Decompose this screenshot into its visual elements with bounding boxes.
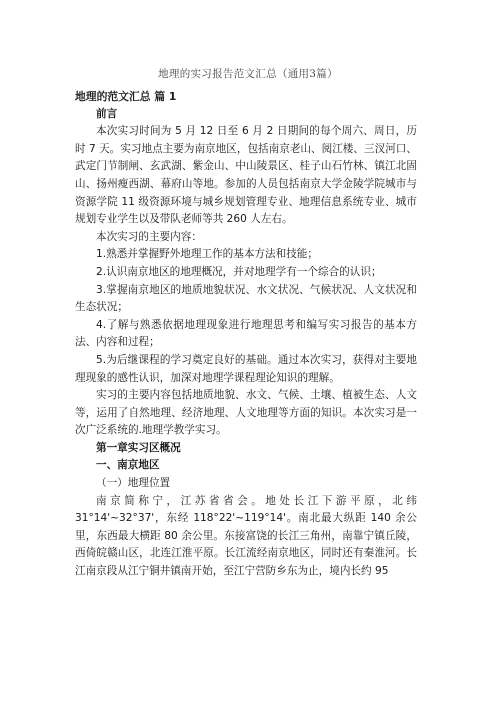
location-paragraph: 南京简称宁，江苏省省会。地处长江下游平原，北纬 31°14'~32°37'，东经 118°22'~119°14'。南北最大纵距 140 余公里，东西最大横距 80 余公里。东接富饶的长江三角州，南靠宁镇丘陵，西倚皖赣山区，北连江淮平原。长江流经南京地区，同时还有秦淮河。长江南京段从江宁铜井镇南开始，至江宁营防乡东为止，境内长约 95	[75, 494, 417, 578]
list-item-1: 1.熟悉并掌握野外地理工作的基本方法和技能；	[96, 248, 318, 261]
paragraph-content-label: 本次实习的主要内容：	[96, 230, 202, 243]
section-heading: 一、南京地区	[96, 459, 160, 472]
list-item-3: 3.掌握南京地区的地质地貌状况、水文状况、气候状况、人文状况和生态状况；	[75, 283, 417, 314]
document-title: 地理的范文汇总 篇 1	[75, 90, 177, 103]
document-body	[75, 88, 417, 581]
paragraph-scope: 实习的主要内容包括地质地貌、水文、气候、土壤、植被生态、人文等，运用了自然地理、经济地理、人文地理等方面的知识。本次实习是一次广泛系统的.地理学教学实习。	[75, 389, 417, 437]
paragraph-intro: 本次实习时间为 5 月 12 日至 6 月 2 日期间的每个周六、周日，历时 7 天。实习地点主要为南京地区，包括南京老山、阅江楼、三汊河口、武定门节制闸、玄武湖、紫金山、中山陵景区、桂子山石竹林、镇江北固山、扬州瘦西湖、幕府山等地。参加的人员包括南京大学金陵学院城市与资源学院 11 级资源环境与城乡规划管理专业、地理信息系统专业、城市规划专业学生以及带队老师等共 260 人左右。	[75, 125, 417, 226]
preface-heading: 前言	[96, 107, 118, 120]
list-item-4: 4.了解与熟悉依据地理现象进行地理思考和编写实习报告的基本方法、内容和过程；	[75, 318, 417, 349]
list-item-5: 5.为后继课程的学习奠定良好的基础。通过本次实习，获得对主要地理现象的感性认识，加深对地理学课程理论知识的理解。	[75, 353, 417, 384]
subsection-heading: （一）地理位置	[96, 477, 171, 490]
list-item-2: 2.认识南京地区的地理概况，并对地理学有一个综合的认识；	[96, 265, 382, 278]
chapter-heading: 第一章实习区概况	[96, 441, 181, 454]
document-header: 地理的实习报告范文汇总（通用3篇）	[158, 68, 338, 80]
